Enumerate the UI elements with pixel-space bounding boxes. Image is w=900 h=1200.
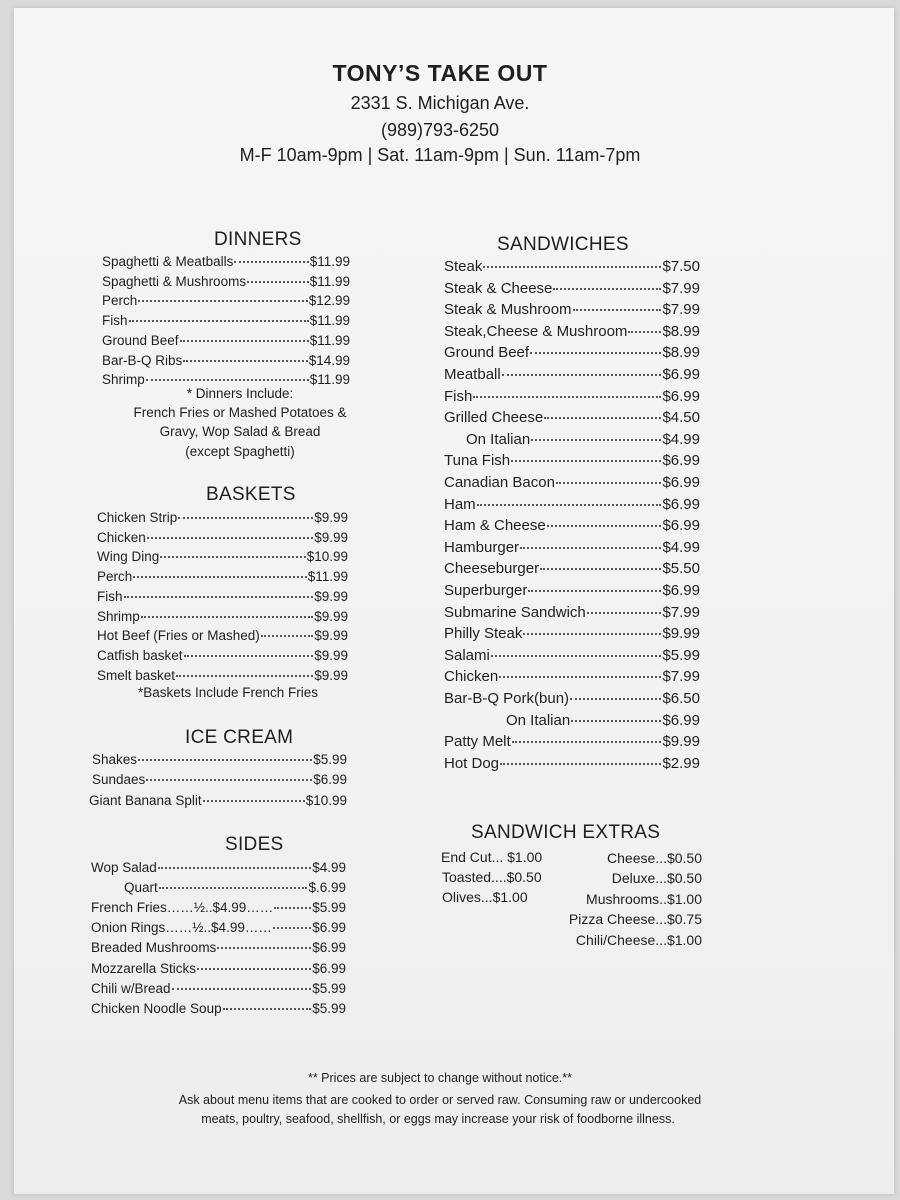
menu-item-price: $6.99 [662,387,700,405]
menu-item-row [97,510,348,525]
menu-item-row [444,258,700,275]
leader-dots [184,655,314,657]
menu-item-price: $12.99 [308,293,350,309]
menu-item-row [97,668,348,683]
menu-item-row [97,648,348,663]
menu-item-price: $8.99 [662,344,700,362]
menu-item-name: Giant Banana Split [89,792,202,808]
menu-item-row [444,301,700,318]
menu-item-name: Steak [444,258,483,275]
menu-item-row [92,752,347,767]
leader-dots [502,374,662,376]
menu-item-row [444,323,700,340]
menu-item-name: Shrimp [97,608,140,624]
leader-dots [176,675,313,677]
menu-item-price: $6.99 [312,920,346,936]
menu-item-price: $10.99 [306,549,348,565]
menu-item-row [444,366,700,383]
menu-item-row [444,560,700,577]
menu-item-name: Tuna Fish [444,452,511,470]
menu-item-name: Fish [102,313,128,329]
menu-item-name: Catfish basket [97,647,183,663]
leader-dots [138,300,307,302]
menu-item-price: $9.99 [314,667,348,683]
menu-item-price: $6.99 [662,582,700,599]
menu-item-name: Grilled Cheese [444,409,544,427]
menu-item-price: $6.50 [662,690,700,707]
menu-item-price: $9.99 [662,625,700,643]
menu-item-row [506,712,700,729]
menu-item-price: $4.99 [662,430,700,448]
menu-item-name: On Italian [506,711,571,729]
menu-item-row [91,1001,346,1016]
menu-item-row [97,549,348,564]
leader-dots [628,331,661,333]
menu-item-name: Ground Beef [444,344,530,362]
leader-dots [483,266,661,268]
extra-toasted: Toasted....$0.50 [442,869,542,885]
leader-dots [523,633,661,635]
menu-item-name: Perch [102,293,138,309]
menu-item-name: Chili w/Bread [91,980,171,996]
menu-item-price: $.6.99 [308,880,346,896]
menu-item-name: Salami [444,646,490,664]
menu-item-name: Ham [444,495,476,513]
food-safety-warning-2: meats, poultry, seafood, shellfish, or eggs may increase your risk of foodborne illness. [201,1112,675,1126]
menu-item-price: $9.99 [314,510,348,525]
menu-item-price: $5.99 [312,980,346,996]
menu-item-name: Steak & Cheese [444,279,553,297]
ice-cream-title: ICE CREAM [185,727,294,748]
menu-item-price: $5.99 [312,1000,346,1016]
leader-dots [124,596,314,598]
leader-dots [571,720,661,722]
menu-item-row [97,589,348,604]
food-safety-warning-1: Ask about menu items that are cooked to order or served raw. Consuming raw or undercooked [178,1093,702,1107]
leader-dots [129,320,309,322]
menu-item-name: Bar-B-Q Ribs [102,352,183,368]
leader-dots [547,525,662,527]
menu-item-name: Fish [97,588,123,604]
menu-item-price: $9.99 [662,733,700,751]
menu-item-price: $14.99 [308,352,350,368]
leader-dots [544,417,661,419]
menu-item-price: $7.99 [662,603,700,621]
menu-item-name: Spaghetti & Meatballs [102,254,234,269]
leader-dots [138,759,312,761]
dinners-title: DINNERS [214,229,302,250]
menu-item-price: $5.99 [662,646,700,664]
menu-item-price: $6.99 [312,940,346,956]
menu-item-row [97,628,348,643]
dinners-note-2: French Fries or Mashed Potatoes & [133,405,347,420]
menu-item-name: Shakes [92,752,138,767]
menu-item-price: $9.99 [314,608,348,624]
menu-item-name: Shrimp [102,372,145,388]
leader-dots [160,556,305,558]
menu-item-row [444,690,700,707]
menu-item-row [91,900,346,915]
menu-item-price: $9.99 [314,588,348,604]
menu-item-price: $11.99 [309,372,350,388]
leader-dots [234,261,308,263]
menu-item-row [97,530,348,545]
menu-item-price: $9.99 [314,628,348,644]
leader-dots [540,568,661,570]
menu-item-row [89,793,347,808]
menu-item-price: $6.99 [662,495,700,513]
menu-item-row [91,940,346,955]
menu-item-price: $6.99 [662,711,700,729]
menu-item-name: Onion Rings……½..$4.99…… [91,920,272,936]
extra-pizza-cheese: Pizza Cheese...$0.75 [568,911,702,927]
leader-dots [178,517,313,519]
menu-item-row [444,668,700,685]
menu-item-name: Smelt basket [97,667,176,683]
menu-item-price: $7.99 [662,668,700,686]
menu-item-row [444,733,700,750]
menu-item-price: $7.99 [662,301,700,319]
menu-item-name: Ham & Cheese [444,517,546,535]
sandwich-extras-title: SANDWICH EXTRAS [471,822,661,843]
menu-item-name: Meatball [444,366,501,383]
menu-item-name: Wop Salad [91,860,157,875]
menu-item-row [444,452,700,469]
menu-item-name: French Fries……½..$4.99…… [91,900,274,916]
menu-item-row [97,569,348,584]
leader-dots [203,800,305,802]
menu-item-row [102,353,350,368]
menu-item-price: $8.99 [662,322,700,340]
menu-item-name: Philly Steak [444,625,523,643]
menu-item-price: $11.99 [309,273,350,289]
menu-item-price: $6.99 [313,772,347,788]
menu-item-price: $5.50 [662,560,700,578]
menu-item-row [444,604,700,621]
leader-dots [530,352,661,354]
leader-dots [553,288,661,290]
menu-item-row [444,517,700,534]
menu-item-price: $6.99 [662,366,700,383]
menu-item-row [97,609,348,624]
leader-dots [528,590,661,592]
menu-item-name: Bar-B-Q Pork(bun) [444,690,570,707]
leader-dots [491,655,662,657]
leader-dots [180,340,309,342]
leader-dots [531,439,661,441]
menu-item-row [102,274,350,289]
leader-dots [511,460,661,462]
leader-dots [499,676,661,678]
leader-dots [477,504,662,506]
leader-dots [172,988,312,990]
menu-item-name: Cheeseburger [444,560,540,578]
menu-item-row [91,981,346,996]
restaurant-phone: (989)793-6250 [380,120,500,140]
menu-item-name: Chicken Noodle Soup [91,1000,222,1016]
price-disclaimer: ** Prices are subject to change without notice.** [307,1071,573,1085]
menu-item-price: $4.99 [662,538,700,556]
leader-dots [512,741,662,743]
restaurant-address: 2331 S. Michigan Ave. [350,93,530,113]
leader-dots [146,779,312,781]
leader-dots [273,927,311,929]
leader-dots [261,635,313,637]
leader-dots [197,968,311,970]
leader-dots [520,547,661,549]
menu-item-name: Sundaes [92,772,146,788]
menu-item-row [444,647,700,664]
menu-item-name: Steak,Cheese & Mushroom [444,322,628,340]
menu-item-name: Spaghetti & Mushrooms [102,273,247,289]
leader-dots [274,907,311,909]
menu-item-row [102,372,350,387]
menu-item-name: On Italian [466,430,531,448]
menu-item-price: $9.99 [314,647,348,663]
menu-item-row [444,474,700,491]
menu-item-name: Hot Beef (Fries or Mashed) [97,628,260,644]
menu-item-row [102,333,350,348]
leader-dots [500,763,661,765]
restaurant-name: TONY’S TAKE OUT [332,60,548,86]
menu-item-name: Mozzarella Sticks [91,960,197,976]
menu-item-row [124,880,346,895]
menu-item-price: $4.50 [662,409,700,427]
menu-item-row [444,344,700,361]
leader-dots [556,482,662,484]
menu-item-price: $9.99 [314,529,348,545]
leader-dots [223,1008,312,1010]
menu-item-row [102,313,350,328]
menu-item-name: Hot Dog [444,754,500,772]
menu-item-name: Perch [97,569,133,585]
menu-item-name: Steak & Mushroom [444,301,572,319]
leader-dots [133,576,306,578]
leader-dots [217,947,311,949]
menu-item-name: Hamburger [444,538,520,556]
baskets-title: BASKETS [206,484,296,505]
dinners-note-4: (except Spaghetti) [185,444,295,459]
extra-mushrooms: Mushrooms..$1.00 [586,891,702,907]
menu-item-row [92,772,347,787]
leader-dots [146,379,309,381]
sides-title: SIDES [225,834,284,855]
menu-item-row [444,582,700,599]
menu-item-name: Chicken [97,529,146,545]
leader-dots [147,537,313,539]
menu-item-row [444,625,700,642]
extra-cheese: Cheese...$0.50 [607,850,702,866]
menu-item-name: Chicken [444,668,499,686]
menu-item-row [91,920,346,935]
sandwiches-title: SANDWICHES [497,234,629,255]
restaurant-hours: M-F 10am-9pm | Sat. 11am-9pm | Sun. 11am-7pm [239,145,641,165]
leader-dots [183,360,307,362]
menu-item-row [444,539,700,556]
leader-dots [587,612,662,614]
leader-dots [159,887,308,889]
menu-item-row [91,961,346,976]
dinners-note-1: * Dinners Include: [186,386,294,401]
menu-item-price: $11.99 [307,569,348,585]
menu-item-price: $11.99 [309,313,350,329]
leader-dots [473,396,661,398]
menu-item-name: Fish [444,387,473,405]
menu-item-row [444,388,700,405]
menu-item-price: $5.99 [313,752,347,767]
menu-item-price: $11.99 [309,332,350,348]
menu-item-name: Patty Melt [444,733,511,751]
baskets-note: *Baskets Include French Fries [137,685,319,700]
menu-item-price: $5.99 [312,900,346,916]
leader-dots [158,867,311,869]
menu-item-price: $2.99 [662,754,700,772]
menu-item-price: $6.99 [662,517,700,535]
menu-item-price: $6.99 [662,474,700,491]
extra-deluxe: Deluxe...$0.50 [611,870,702,886]
leader-dots [570,698,661,700]
menu-item-price: $7.50 [662,258,700,275]
menu-item-price: $4.99 [312,860,346,875]
menu-item-price: $11.99 [309,254,350,269]
leader-dots [573,309,662,311]
extra-olives: Olives...$1.00 [442,889,528,905]
menu-item-name: Submarine Sandwich [444,603,586,621]
menu-item-row [444,755,700,772]
extra-end-cut: End Cut... $1.00 [441,849,543,865]
menu-item-price: $6.99 [312,960,346,976]
menu-item-row [466,431,700,448]
leader-dots [141,616,313,618]
menu-item-price: $10.99 [305,792,347,808]
menu-item-row [91,860,346,875]
menu-item-row [102,254,350,269]
menu-item-name: Breaded Mushrooms [91,940,217,956]
leader-dots [247,281,309,283]
menu-item-name: Canadian Bacon [444,474,555,491]
menu-item-price: $6.99 [662,452,700,470]
menu-item-name: Quart [124,880,158,896]
menu-item-name: Superburger [444,582,528,599]
menu-item-row [444,496,700,513]
menu-item-name: Chicken Strip [97,510,178,525]
menu-item-row [444,280,700,297]
dinners-note-3: Gravy, Wop Salad & Bread [159,424,321,439]
menu-item-name: Wing Ding [97,549,160,565]
extra-chili-cheese: Chili/Cheese...$1.00 [575,932,702,948]
menu-item-price: $7.99 [662,279,700,297]
menu-item-row [444,409,700,426]
menu-item-row [102,293,350,308]
menu-item-name: Ground Beef [102,332,179,348]
